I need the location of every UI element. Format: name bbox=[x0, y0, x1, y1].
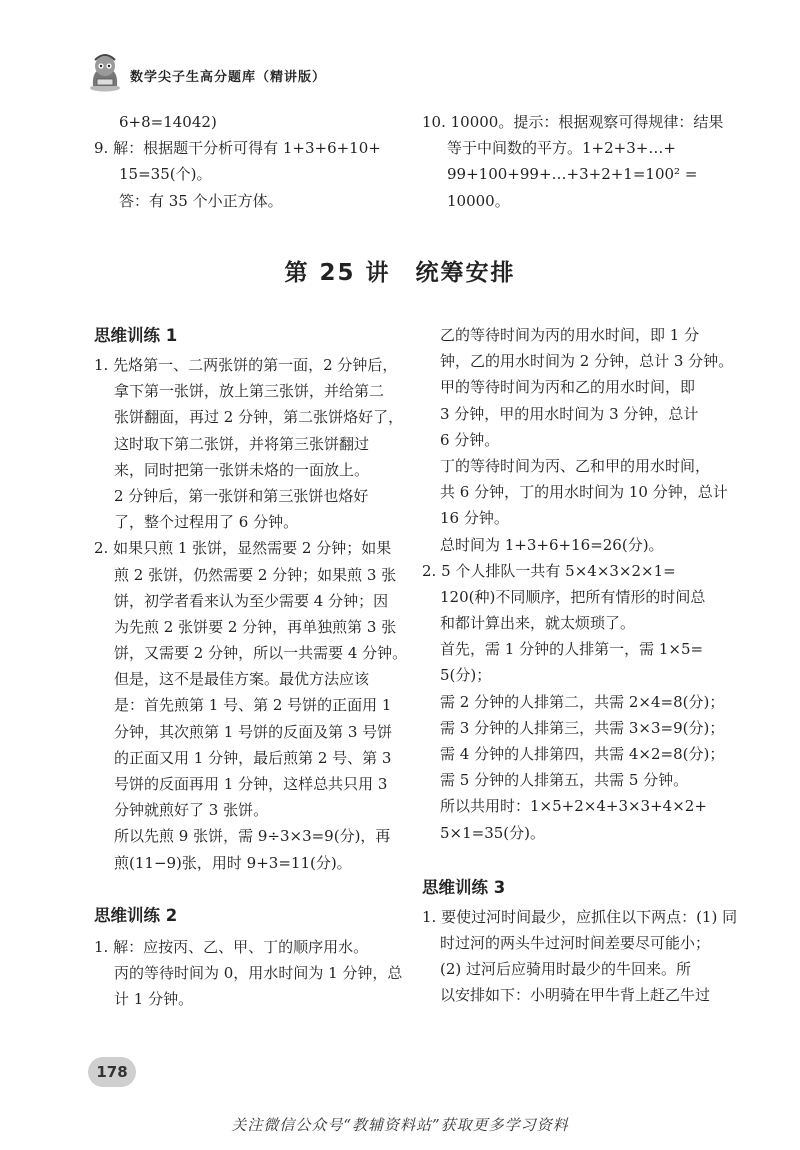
answer-line: 2 分钟后，第一张饼和第三张饼也烙好 bbox=[114, 486, 369, 505]
answer-line: 拿下第一张饼，放上第三张饼，并给第二 bbox=[114, 382, 385, 401]
answer-line: (2) 过河后应骑用时最少的牛回来。所 bbox=[440, 960, 692, 979]
answer-line: 9. 解：根据题干分析可得有 1+3+6+10+ bbox=[94, 139, 381, 158]
answer-line: 15=35(个)。 bbox=[119, 165, 212, 184]
answer-line: 分钟就煎好了 3 张饼。 bbox=[114, 801, 269, 820]
answer-line: 2. 如果只煎 1 张饼，显然需要 2 分钟；如果 bbox=[94, 539, 392, 558]
answer-line: 乙的等待时间为丙的用水时间，即 1 分 bbox=[440, 326, 700, 344]
answer-line: 120(种)不同顺序，把所有情形的时间总 bbox=[440, 587, 706, 606]
section-heading: 思维训练 2 bbox=[94, 905, 178, 925]
answer-line: 所以共用时：1×5+2×4+3×3+4×2+ bbox=[440, 797, 707, 816]
top-left-answers bbox=[94, 109, 381, 214]
answer-line: 丙的等待时间为 0，用水时间为 1 分钟，总 bbox=[114, 963, 403, 982]
answer-line: 10000。 bbox=[447, 191, 510, 210]
answer-line: 首先，需 1 分钟的人排第一，需 1×5= bbox=[440, 640, 704, 659]
answer-line: 这时取下第二张饼，并将第三张饼翻过 bbox=[114, 434, 370, 453]
answer-line: 张饼翻面，再过 2 分钟，第二张饼烙好了， bbox=[114, 408, 404, 427]
answer-line: 为先煎 2 张饼要 2 分钟，再单独煎第 3 张 bbox=[114, 617, 397, 636]
answer-line: 和都计算出来，就太烦琐了。 bbox=[440, 614, 636, 633]
answer-line: 的正面又用 1 分钟，最后煎第 2 号、第 3 bbox=[114, 748, 392, 767]
answer-line: 1. 解：应按丙、乙、甲、丁的顺序用水。 bbox=[94, 937, 369, 956]
right-column bbox=[422, 322, 738, 1009]
answer-line: 时过河的两头牛过河时间差要尽可能小； bbox=[440, 933, 711, 952]
page-number: 178 bbox=[88, 1057, 136, 1087]
answer-line: 16 分钟。 bbox=[440, 509, 509, 528]
left-column bbox=[94, 322, 414, 1012]
answer-line: 计 1 分钟。 bbox=[114, 990, 194, 1009]
book-title: 数学尖子生高分题库（精讲版） bbox=[130, 70, 327, 85]
answer-line: 5×1=35(分)。 bbox=[440, 823, 546, 842]
answer-line: 1. 先烙第一、二两张饼的第一面，2 分钟后， bbox=[94, 356, 398, 374]
answer-line: 分钟，其次煎第 1 号饼的反面及第 3 号饼 bbox=[114, 722, 393, 741]
footer-watermark: 关注微信公众号“教辅资料站”获取更多学习资料 bbox=[231, 1116, 569, 1134]
answer-line: 以安排如下：小明骑在甲牛背上赶乙牛过 bbox=[440, 986, 711, 1005]
answer-line: 但是，这不是最佳方案。最优方法应该 bbox=[114, 670, 370, 689]
answer-line: 5(分)； bbox=[440, 666, 492, 685]
answer-line: 6 分钟。 bbox=[440, 430, 500, 449]
answer-line: 是：首先煎第 1 号、第 2 号饼的正面用 1 bbox=[114, 696, 392, 715]
answer-line: 甲的等待时间为丙和乙的用水时间，即 bbox=[440, 378, 696, 397]
answer-line: 所以先煎 9 张饼，需 9÷3×3=9(分)，再 bbox=[114, 827, 391, 846]
answer-line: 饼，又需要 2 分钟，所以一共需要 4 分钟。 bbox=[114, 644, 408, 663]
answer-line: 需 4 分钟的人排第四，共需 4×2=8(分)； bbox=[440, 745, 725, 763]
answer-line: 来，同时把第一张饼未烙的一面放上。 bbox=[114, 460, 370, 479]
answer-line: 煎(11−9)张，用时 9+3=11(分)。 bbox=[114, 853, 352, 872]
answer-line: 丁的等待时间为丙、乙和甲的用水时间， bbox=[440, 456, 711, 475]
chapter-title: 第 25 讲 统筹安排 bbox=[284, 260, 516, 286]
top-right-answers bbox=[422, 109, 723, 214]
answer-line: 钟，乙的用水时间为 2 分钟，总计 3 分钟。 bbox=[440, 352, 734, 371]
answer-line: 需 3 分钟的人排第三，共需 3×3=9(分)； bbox=[440, 718, 725, 737]
answer-line: 需 5 分钟的人排第五，共需 5 分钟。 bbox=[440, 771, 689, 790]
answer-line: 10. 10000。提示：根据观察可得规律：结果 bbox=[422, 113, 724, 131]
answer-line: 饼，初学者看来认为至少需要 4 分钟；因 bbox=[114, 591, 389, 610]
section-heading: 思维训练 3 bbox=[422, 877, 506, 897]
answer-line: 3 分钟，甲的用水时间为 3 分钟，总计 bbox=[440, 404, 699, 423]
answer-line: 2. 5 个人排队一共有 5×4×3×2×1= bbox=[422, 561, 676, 580]
answer-line: 共 6 分钟，丁的用水时间为 10 分钟，总计 bbox=[440, 483, 728, 502]
mascot-logo-icon bbox=[88, 52, 122, 92]
answer-line: 1. 要使过河时间最少，应抓住以下两点：(1) 同 bbox=[422, 907, 738, 926]
answer-line: 号饼的反面再用 1 分钟，这样总共只用 3 bbox=[114, 775, 388, 793]
answer-line: 6+8=14042) bbox=[119, 113, 217, 131]
answer-line: 煎 2 张饼，仍然需要 2 分钟；如果煎 3 张 bbox=[114, 565, 397, 584]
answer-line: 总时间为 1+3+6+16=26(分)。 bbox=[440, 535, 664, 554]
answer-line: 等于中间数的平方。1+2+3+…+ bbox=[447, 139, 676, 158]
answer-line: 99+100+99+…+3+2+1=100² = bbox=[447, 165, 698, 184]
answer-line: 需 2 分钟的人排第二，共需 2×4=8(分)； bbox=[440, 692, 725, 711]
answer-line: 了，整个过程用了 6 分钟。 bbox=[114, 513, 299, 532]
answer-line: 答：有 35 个小正方体。 bbox=[119, 191, 283, 210]
section-heading: 思维训练 1 bbox=[94, 326, 178, 345]
